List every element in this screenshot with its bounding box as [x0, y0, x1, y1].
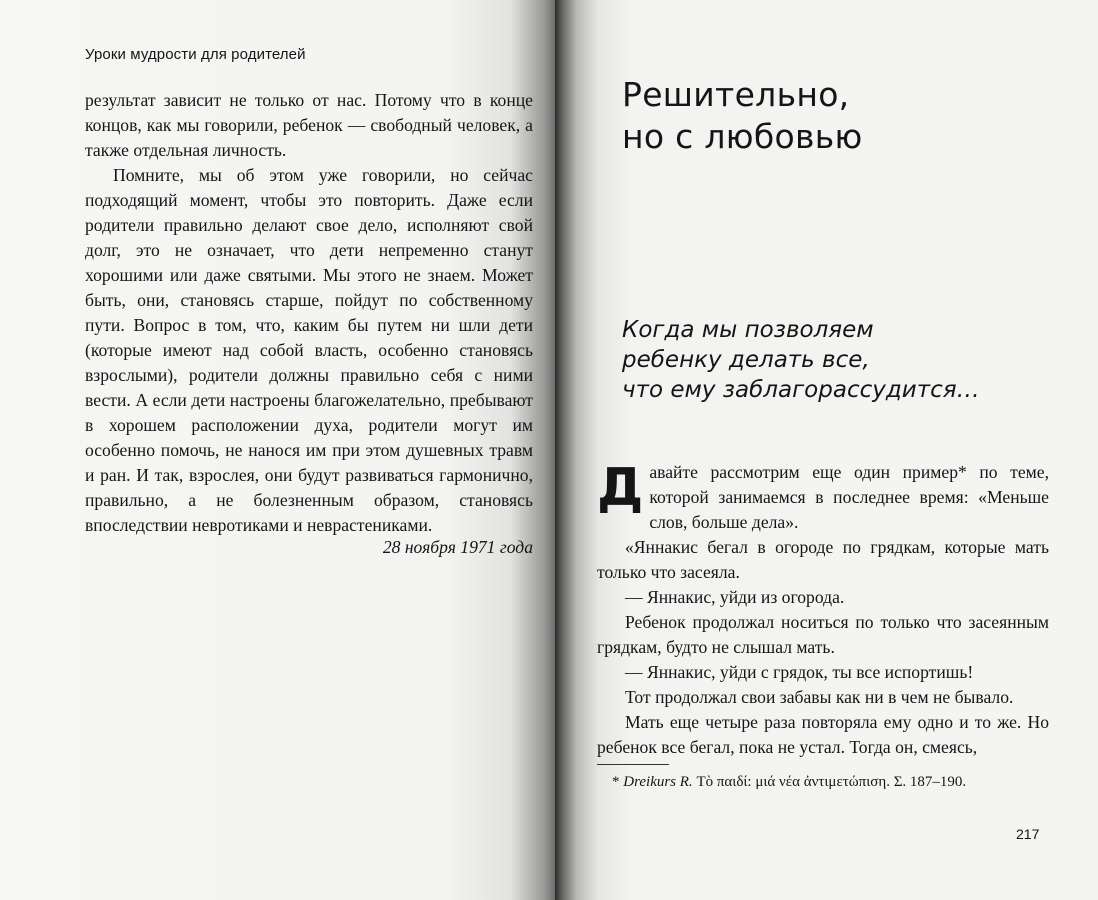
chapter-title: [622, 74, 863, 158]
footnote-rule: [597, 764, 669, 765]
paragraph: результат зависит не только от нас. Потому что в конце концов, как мы говорили, ребенок — свободный человек, а также отдельная личность.: [85, 90, 533, 160]
subtitle-line: ребенку делать все,: [622, 347, 870, 373]
section-subtitle: [622, 315, 980, 405]
right-body-text: [597, 460, 1049, 760]
paragraph: Ребенок продолжал носиться по только что засеянным грядкам, будто не слышал мать.: [597, 612, 1049, 657]
subtitle-line: что ему заблагорассудится…: [622, 377, 980, 403]
paragraph: «Яннакис бегал в огороде по грядкам, которые мать только что засеяла.: [597, 537, 1049, 582]
paragraph: — Яннакис, уйди из огорода.: [625, 587, 845, 607]
paragraph: Помните, мы об этом уже говорили, но сейчас подходящий момент, чтобы это повторить. Даже если родители правильно делают свое дело, исполняют свой долг, это не означает, что дети непременно станут хорошими или даже святыми. Мы этого не знаем. Может быть, они, становясь старше, пойдут по собственному пути. Вопрос в том, что, каким бы путем ни шли дети (которые имеют над собой власть, особенно становясь взрослыми), родители должны правильно себя с ними вести. А если дети настроены благожелательно, пребывают в хорошем расположении духа, родители могут им особенно помочь, не нанося им при этом душевных травм и ран. И так, взрослея, они будут развиваться гармонично, правильно, а не болезненным образом, становясь впоследствии невротиками и неврастениками.: [85, 165, 533, 535]
left-body-text: [85, 88, 533, 538]
date-line: 28 ноября 1971 года: [382, 537, 533, 557]
paragraph-text: авайте рассмотрим еще один пример* по теме, которой занимаемся в последнее время: «Меньше слов, больше дела».: [649, 462, 1049, 532]
chapter-title-line: Решительно,: [622, 75, 850, 114]
paragraph: [597, 460, 1049, 535]
footnote: [612, 774, 966, 791]
footnote-marker: *: [612, 774, 620, 790]
paragraph: Тот продолжал свои забавы как ни в чем не бывало.: [625, 687, 1014, 707]
paragraph: — Яннакис, уйди с грядок, ты все испортишь!: [625, 662, 974, 682]
page-number: 217: [1016, 826, 1040, 842]
subtitle-line: Когда мы позволяем: [622, 317, 874, 343]
chapter-title-line: но с любовью: [622, 117, 863, 156]
footnote-text: Τὸ παιδί: μιά νέα ἀντιμετώπιση. Σ. 187–190.: [696, 774, 967, 790]
paragraph: Мать еще четыре раза повторяла ему одно и то же. Но ребенок все бегал, пока не устал. Тогда он, смеясь,: [597, 712, 1049, 757]
running-head: Уроки мудрости для родителей: [85, 46, 306, 63]
drop-cap: Д: [597, 458, 644, 518]
footnote-author: Dreikurs R.: [623, 774, 693, 790]
bleed-through-texture: [597, 88, 617, 418]
